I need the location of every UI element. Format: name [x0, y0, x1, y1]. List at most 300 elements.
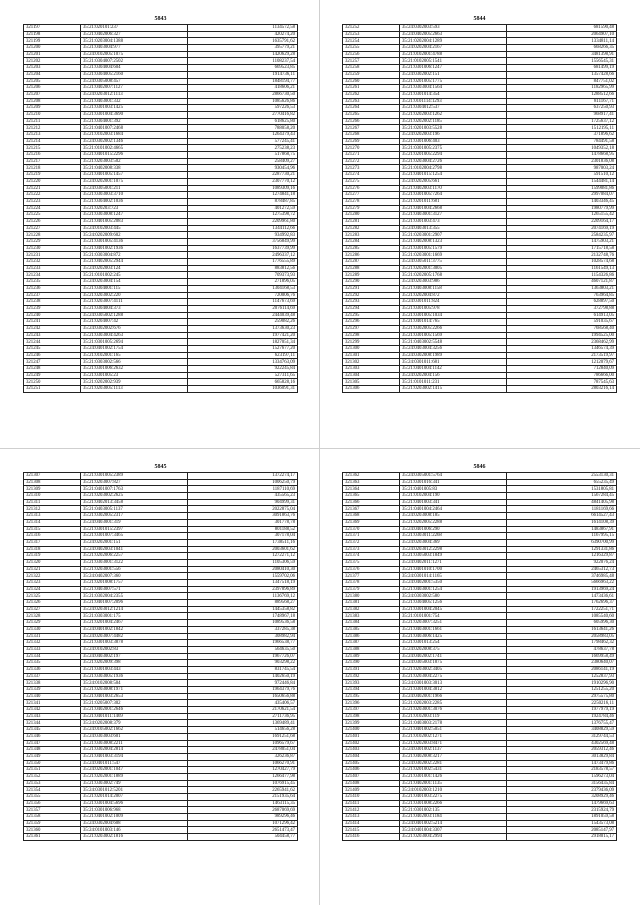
- cadastral-number-cell: 35:24:0203007:4482: [81, 633, 188, 640]
- table-row: [24, 626, 298, 633]
- cadastral-number-cell: 35:24:0301011:681: [400, 359, 507, 366]
- table-row: [343, 760, 617, 767]
- cost-value-cell: 275238,23: [188, 145, 298, 152]
- cadastral-number-cell: 35:21:0202001:3005: [400, 265, 507, 272]
- cost-value-cell: 1085540,60: [507, 613, 617, 620]
- cost-value-cell: 1304168,53: [188, 285, 298, 292]
- cost-value-cell: 665828,16: [188, 379, 298, 386]
- cadastral-number-cell: 35:24:0305001:5764: [400, 473, 507, 480]
- row-index-cell: 321215: [24, 145, 81, 152]
- table-row: [343, 232, 617, 239]
- table-row: [24, 800, 298, 807]
- table-row: [343, 279, 617, 286]
- table-row: [24, 239, 298, 246]
- cost-value-cell: 337285,38: [188, 626, 298, 633]
- row-index-cell: 321310: [24, 493, 81, 500]
- row-index-cell: 321332: [24, 640, 81, 647]
- cadastral-number-cell: 35:21:0301005:2375: [400, 145, 507, 152]
- row-index-cell: 321409: [343, 787, 400, 794]
- table-row: [24, 132, 298, 139]
- cost-value-cell: 3013829,84: [507, 753, 617, 760]
- cadastral-number-cell: 35:21:0304004:604: [81, 65, 188, 72]
- cost-value-cell: 669523,85: [188, 65, 298, 72]
- table-row: [24, 526, 298, 533]
- row-index-cell: 321239: [24, 305, 81, 312]
- table-row: [343, 312, 617, 319]
- table-row: [343, 640, 617, 647]
- cost-value-cell: 307178,04: [188, 533, 298, 540]
- table-row: [343, 185, 617, 192]
- cadastral-number-cell: 35:24:0102003:445: [81, 225, 188, 232]
- row-index-cell: 321217: [24, 158, 81, 165]
- row-index-cell: 321261: [343, 85, 400, 92]
- row-index-cell: 321318: [24, 546, 81, 553]
- cost-value-cell: 1334763,09: [188, 359, 298, 366]
- cost-value-cell: 2064907,10: [507, 31, 617, 38]
- cadastral-number-cell: 35:21:0301005:2694: [81, 339, 188, 346]
- table-row: [343, 486, 617, 493]
- row-index-cell: 321353: [24, 780, 81, 787]
- cadastral-number-cell: 35:21:0301013:254: [400, 640, 507, 647]
- table-row: [24, 807, 298, 814]
- row-index-cell: 321236: [24, 285, 81, 292]
- cadastral-number-cell: 35:21:0402013:3458: [81, 499, 188, 506]
- row-index-cell: 321343: [24, 713, 81, 720]
- row-index-cell: 321390: [343, 660, 400, 667]
- row-index-cell: 321319: [24, 553, 81, 560]
- row-index-cell: 321282: [343, 225, 400, 232]
- cadastral-number-cell: 35:24:0301003:3013: [400, 680, 507, 687]
- row-index-cell: 321273: [343, 165, 400, 172]
- table-row: [24, 519, 298, 526]
- row-index-cell: 321303: [343, 366, 400, 373]
- table-row: [343, 38, 617, 45]
- cost-value-cell: 1136769,12: [188, 593, 298, 600]
- row-index-cell: 321223: [24, 198, 81, 205]
- cost-value-cell: 1334811,14: [507, 38, 617, 45]
- cost-value-cell: 1105306,59: [188, 559, 298, 566]
- cost-value-cell: 1567284,45: [507, 493, 617, 500]
- cadastral-number-cell: 35:21:0202006:2257: [81, 553, 188, 560]
- document-page: [342, 462, 617, 841]
- cadastral-number-cell: 35:21:0403007:571: [81, 586, 188, 593]
- table-row: [343, 245, 617, 252]
- row-index-cell: 321376: [343, 566, 400, 573]
- table-row: [343, 285, 617, 292]
- table-row: [343, 132, 617, 139]
- cadastral-number-cell: 35:21:0303004:1564: [400, 85, 507, 92]
- cadastral-number-cell: 35:21:0201005:2294: [400, 152, 507, 159]
- table-row: [24, 606, 298, 613]
- table-row: [24, 747, 298, 754]
- cost-value-cell: 768568,40: [507, 325, 617, 332]
- cadastral-number-cell: 35:24:0202001:1075: [81, 178, 188, 185]
- row-index-cell: 321270: [343, 145, 400, 152]
- cost-value-cell: 1108237,54: [188, 58, 298, 65]
- row-index-cell: 321274: [343, 172, 400, 179]
- row-index-cell: 321361: [24, 834, 81, 841]
- row-index-cell: 321337: [24, 673, 81, 680]
- table-row: [24, 513, 298, 520]
- cost-value-cell: 883812,56: [188, 265, 298, 272]
- table-row: [24, 372, 298, 379]
- row-index-cell: 321227: [24, 225, 81, 232]
- cost-value-cell: 681499,19: [507, 65, 617, 72]
- cadastral-number-cell: 35:21:0304004:373: [81, 305, 188, 312]
- table-row: [24, 145, 298, 152]
- row-index-cell: 321394: [343, 687, 400, 694]
- cost-value-cell: 720006,76: [188, 292, 298, 299]
- table-row: [343, 319, 617, 326]
- row-index-cell: 321265: [343, 111, 400, 118]
- row-index-cell: 321248: [24, 366, 81, 373]
- row-index-cell: 321242: [24, 325, 81, 332]
- cadastral-number-cell: 35:24:0302002:151: [400, 71, 507, 78]
- row-index-cell: 321271: [343, 152, 400, 159]
- cadastral-number-cell: 35:24:0305008:457: [81, 78, 188, 85]
- cadastral-number-cell: 35:24:0302003:593: [400, 25, 507, 32]
- row-index-cell: 321283: [343, 232, 400, 239]
- row-index-cell: 321323: [24, 580, 81, 587]
- row-index-cell: 321275: [343, 178, 400, 185]
- cost-value-cell: 788058,20: [188, 125, 298, 132]
- table-row: [24, 787, 298, 794]
- row-index-cell: 321383: [343, 613, 400, 620]
- table-row: [343, 78, 617, 85]
- page-divider-horizontal: [0, 448, 640, 449]
- cost-value-cell: 831745,54: [188, 666, 298, 673]
- cadastral-number-cell: 35:21:0301005:1569: [400, 332, 507, 339]
- cadastral-number-cell: 35:21:0301004:3690: [81, 111, 188, 118]
- row-index-cell: 321386: [343, 633, 400, 640]
- row-index-cell: 321375: [343, 559, 400, 566]
- cadastral-number-cell: 35:24:0105002:1662: [81, 727, 188, 734]
- row-index-cell: 321306: [343, 386, 400, 393]
- row-index-cell: 321202: [24, 58, 81, 65]
- cost-value-cell: 1483867,91: [507, 526, 617, 533]
- cadastral-number-cell: 35:21:0403001:332: [81, 98, 188, 105]
- cadastral-number-cell: 35:21:0304001:392: [81, 118, 188, 125]
- table-row: [24, 58, 298, 65]
- table-row: [343, 794, 617, 801]
- cadastral-number-cell: 35:21:0201003:5528: [400, 125, 507, 132]
- cost-value-cell: 2085147,97: [507, 827, 617, 834]
- table-row: [24, 386, 298, 393]
- row-index-cell: 321340: [24, 693, 81, 700]
- table-row: [24, 158, 298, 165]
- row-index-cell: 321292: [343, 292, 400, 299]
- row-index-cell: 321288: [343, 265, 400, 272]
- row-index-cell: 321203: [24, 65, 81, 72]
- cost-value-cell: 1691251,68: [188, 733, 298, 740]
- cadastral-number-cell: 35:24:0402001:1966: [400, 693, 507, 700]
- table-row: [24, 98, 298, 105]
- table-row: [24, 753, 298, 760]
- table-row: [343, 292, 617, 299]
- cost-value-cell: 618625,80: [188, 118, 298, 125]
- table-row: [24, 38, 298, 45]
- cadastral-number-cell: 35:21:0401005:2083: [81, 218, 188, 225]
- cost-value-cell: 987003,24: [507, 165, 617, 172]
- row-index-cell: 321334: [24, 653, 81, 660]
- cost-value-cell: 1089536,58: [188, 620, 298, 627]
- cadastral-number-cell: 35:24:0401011:547: [81, 760, 188, 767]
- cadastral-number-cell: 35:24:0202005:661: [400, 178, 507, 185]
- table-row: [24, 279, 298, 286]
- cadastral-number-cell: 35:24:0301011:824: [400, 299, 507, 306]
- table-row: [343, 687, 617, 694]
- table-row: [343, 600, 617, 607]
- cadastral-number-cell: 35:21:0402008:338: [81, 165, 188, 172]
- cost-value-cell: 681590,48: [507, 25, 617, 32]
- cadastral-number-cell: 35:21:0301003:473: [400, 218, 507, 225]
- cost-value-cell: 1372274,17: [188, 473, 298, 480]
- cost-value-cell: 1376755,47: [507, 720, 617, 727]
- cadastral-number-cell: 35:24:0202004:2167: [400, 45, 507, 52]
- cost-value-cell: 2803216,14: [507, 386, 617, 393]
- cost-value-cell: 1475903,21: [507, 239, 617, 246]
- table-row: [343, 71, 617, 78]
- table-row: [343, 252, 617, 259]
- cost-value-cell: 623197,11: [188, 352, 298, 359]
- cadastral-number-cell: 35:21:0303008:1247: [81, 212, 188, 219]
- row-index-cell: 321289: [343, 272, 400, 279]
- cadastral-number-cell: 35:24:0302002:2281: [400, 760, 507, 767]
- cadastral-number-cell: 35:21:0203001:556: [81, 566, 188, 573]
- cadastral-number-cell: 35:21:0304002:1036: [81, 198, 188, 205]
- table-row: [24, 232, 298, 239]
- cost-value-cell: 1369489,41: [188, 720, 298, 727]
- row-index-cell: 321355: [24, 794, 81, 801]
- row-index-cell: 321304: [343, 372, 400, 379]
- cadastral-number-cell: 35:21:0301003:443: [81, 666, 188, 673]
- cadastral-number-cell: 35:21:0101002:4665: [81, 145, 188, 152]
- table-row: [24, 346, 298, 353]
- cost-value-cell: 1891059,58: [507, 814, 617, 821]
- table-row: [343, 519, 617, 526]
- row-index-cell: 321374: [343, 553, 400, 560]
- cadastral-number-cell: 35:24:0203003:986: [400, 279, 507, 286]
- table-row: [24, 138, 298, 145]
- cost-value-cell: 655235,49: [507, 479, 617, 486]
- cadastral-number-cell: 35:21:0303005:1936: [81, 673, 188, 680]
- cost-value-cell: 2058983,05: [507, 633, 617, 640]
- row-index-cell: 321295: [343, 312, 400, 319]
- row-index-cell: 321250: [24, 379, 81, 386]
- table-row: [343, 747, 617, 754]
- table-row: [24, 687, 298, 694]
- row-index-cell: 321347: [24, 740, 81, 747]
- cadastral-number-cell: 35:21:0203007:3251: [400, 620, 507, 627]
- cost-value-cell: 1543573,08: [507, 820, 617, 827]
- table-row: [24, 78, 298, 85]
- cadastral-number-cell: 35:24:0203012:1113: [81, 91, 188, 98]
- cost-value-cell: 1463115,35: [188, 800, 298, 807]
- cost-value-cell: 2687069,69: [188, 807, 298, 814]
- table-row: [343, 138, 617, 145]
- row-index-cell: 321316: [24, 533, 81, 540]
- table-row: [24, 272, 298, 279]
- cadastral-number-cell: 35:21:0202004:872: [400, 292, 507, 299]
- cost-value-cell: 784491,58: [507, 138, 617, 145]
- cost-value-cell: 308982,94: [188, 633, 298, 640]
- cadastral-number-cell: 35:21:0402006:327: [81, 31, 188, 38]
- cadastral-number-cell: 35:21:0301001:1426: [400, 773, 507, 780]
- table-row: [24, 225, 298, 232]
- row-index-cell: 321349: [24, 753, 81, 760]
- row-index-cell: 321387: [343, 640, 400, 647]
- cost-value-cell: 1913969,24: [507, 586, 617, 593]
- cadastral-number-cell: 35:21:0202002:939: [81, 379, 188, 386]
- cost-value-cell: 259082,26: [188, 319, 298, 326]
- row-index-cell: 321412: [343, 807, 400, 814]
- cadastral-number-cell: 35:21:0401007:2096: [81, 600, 188, 607]
- table-row: [343, 593, 617, 600]
- table-row: [343, 192, 617, 199]
- cost-value-cell: 3129744,53: [507, 733, 617, 740]
- cadastral-number-cell: 35:21:0203002:3405: [400, 666, 507, 673]
- row-index-cell: 321296: [343, 319, 400, 326]
- cost-value-cell: 801188,52: [188, 526, 298, 533]
- cost-value-cell: 2770416,82: [188, 111, 298, 118]
- row-index-cell: 321402: [343, 740, 400, 747]
- table-row: [343, 580, 617, 587]
- cadastral-number-cell: 35:21:0202002:1185: [400, 118, 507, 125]
- table-row: [24, 339, 298, 346]
- table-row: [24, 299, 298, 306]
- table-row: [24, 359, 298, 366]
- cost-value-cell: 2553130,31: [507, 473, 617, 480]
- cost-value-cell: 878487,85: [188, 198, 298, 205]
- cost-value-cell: 628897,50: [507, 299, 617, 306]
- table-row: [24, 319, 298, 326]
- cadastral-number-cell: 35:24:0402011:1271: [400, 559, 507, 566]
- table-row: [343, 814, 617, 821]
- table-row: [24, 633, 298, 640]
- row-index-cell: 321229: [24, 239, 81, 246]
- row-index-cell: 321359: [24, 820, 81, 827]
- row-index-cell: 321408: [343, 780, 400, 787]
- cadastral-number-cell: 35:21:0401002:1009: [81, 814, 188, 821]
- table-row: [24, 566, 298, 573]
- cost-value-cell: 1980779,99: [507, 205, 617, 212]
- cadastral-number-cell: 35:21:0301005:23: [81, 372, 188, 379]
- row-index-cell: 321381: [343, 600, 400, 607]
- table-row: [24, 205, 298, 212]
- row-index-cell: 321336: [24, 666, 81, 673]
- cost-value-cell: 2209961,80: [188, 218, 298, 225]
- row-index-cell: 321346: [24, 733, 81, 740]
- row-index-cell: 321205: [24, 78, 81, 85]
- row-index-cell: 321263: [343, 98, 400, 105]
- cost-value-cell: 1373630,23: [188, 325, 298, 332]
- cost-value-cell: 271896,05: [188, 279, 298, 286]
- cadastral-number-cell: 35:21:0301005:7264: [400, 192, 507, 199]
- cadastral-number-cell: 35:21:0401003:341: [400, 499, 507, 506]
- cost-value-cell: 326236,87: [188, 753, 298, 760]
- cost-value-cell: 2368462,99: [507, 339, 617, 346]
- cost-value-cell: 1479669,63: [507, 800, 617, 807]
- cost-value-cell: 4841405,98: [507, 499, 617, 506]
- cadastral-number-cell: 35:21:0402003:1184: [400, 814, 507, 821]
- cadastral-number-cell: 35:21:0101002:245: [81, 272, 188, 279]
- table-row: [343, 533, 617, 540]
- cadastral-number-cell: 35:21:0303003:3710: [81, 192, 188, 199]
- cadastral-number-cell: 35:21:0303002:749: [81, 780, 188, 787]
- cadastral-number-cell: 35:21:0401004:2668: [400, 205, 507, 212]
- document-page: [23, 462, 298, 841]
- table-row: [24, 265, 298, 272]
- cadastral-number-cell: 35:21:0401007:1763: [81, 486, 188, 493]
- table-row: [24, 493, 298, 500]
- row-index-cell: 321259: [343, 71, 400, 78]
- table-row: [343, 25, 617, 32]
- cost-value-cell: 1028574,68: [507, 259, 617, 266]
- table-row: [343, 787, 617, 794]
- row-index-cell: 321260: [343, 78, 400, 85]
- cadastral-number-cell: 35:24:0403004:3256: [400, 346, 507, 353]
- cost-value-cell: 934992,83: [188, 232, 298, 239]
- table-row: [343, 700, 617, 707]
- table-row: [24, 834, 298, 841]
- table-row: [343, 493, 617, 500]
- row-index-cell: 321379: [343, 586, 400, 593]
- cost-value-cell: 1357428,66: [507, 71, 617, 78]
- cadastral-number-cell: 35:24:0402007:360: [81, 573, 188, 580]
- cadastral-number-cell: 35:21:0402003:1170: [400, 185, 507, 192]
- table-row: [24, 325, 298, 332]
- table-row: [24, 292, 298, 299]
- row-index-cell: 321312: [24, 506, 81, 513]
- row-index-cell: 321222: [24, 192, 81, 199]
- cadastral-number-cell: 35:24:0202008:379: [81, 720, 188, 727]
- table-row: [24, 259, 298, 266]
- row-index-cell: 321407: [343, 773, 400, 780]
- row-index-cell: 321335: [24, 660, 81, 667]
- cadastral-number-cell: 35:21:0301005:2389: [81, 473, 188, 480]
- cost-value-cell: 614913,05: [507, 312, 617, 319]
- table-row: [343, 834, 617, 841]
- cost-value-cell: 564635,50: [188, 646, 298, 653]
- table-row: [24, 212, 298, 219]
- cadastral-number-cell: 35:21:0201005:1775: [400, 78, 507, 85]
- table-row: [343, 473, 617, 480]
- cost-value-cell: 889568,27: [188, 600, 298, 607]
- cadastral-number-cell: 35:21:0203007:827: [81, 479, 188, 486]
- cost-value-cell: 1089309,16: [188, 185, 298, 192]
- table-row: [24, 111, 298, 118]
- cost-value-cell: 1967726,07: [188, 653, 298, 660]
- cost-value-cell: 1669958,49: [507, 653, 617, 660]
- row-index-cell: 321216: [24, 152, 81, 159]
- row-index-cell: 321388: [343, 646, 400, 653]
- cadastral-number-cell: 35:24:0401006:290: [400, 526, 507, 533]
- row-index-cell: 321338: [24, 680, 81, 687]
- table-row: [343, 205, 617, 212]
- cadastral-number-cell: 35:24:0203008:185: [400, 513, 507, 520]
- table-row: [343, 653, 617, 660]
- cadastral-number-cell: 35:21:0301005:4136: [81, 239, 188, 246]
- cadastral-number-cell: 35:21:0304007:2502: [81, 58, 188, 65]
- cadastral-number-cell: 35:24:0302004:608: [81, 820, 188, 827]
- row-index-cell: 321214: [24, 138, 81, 145]
- cost-value-cell: 1274841,18: [188, 192, 298, 199]
- cost-value-cell: 2003601,62: [188, 546, 298, 553]
- cadastral-number-cell: 35:24:0203012:2298: [400, 546, 507, 553]
- cadastral-number-cell: 35:21:0203002:220: [81, 292, 188, 299]
- cadastral-number-cell: 35:21:0403001:1661: [400, 626, 507, 633]
- row-index-cell: 321325: [24, 593, 81, 600]
